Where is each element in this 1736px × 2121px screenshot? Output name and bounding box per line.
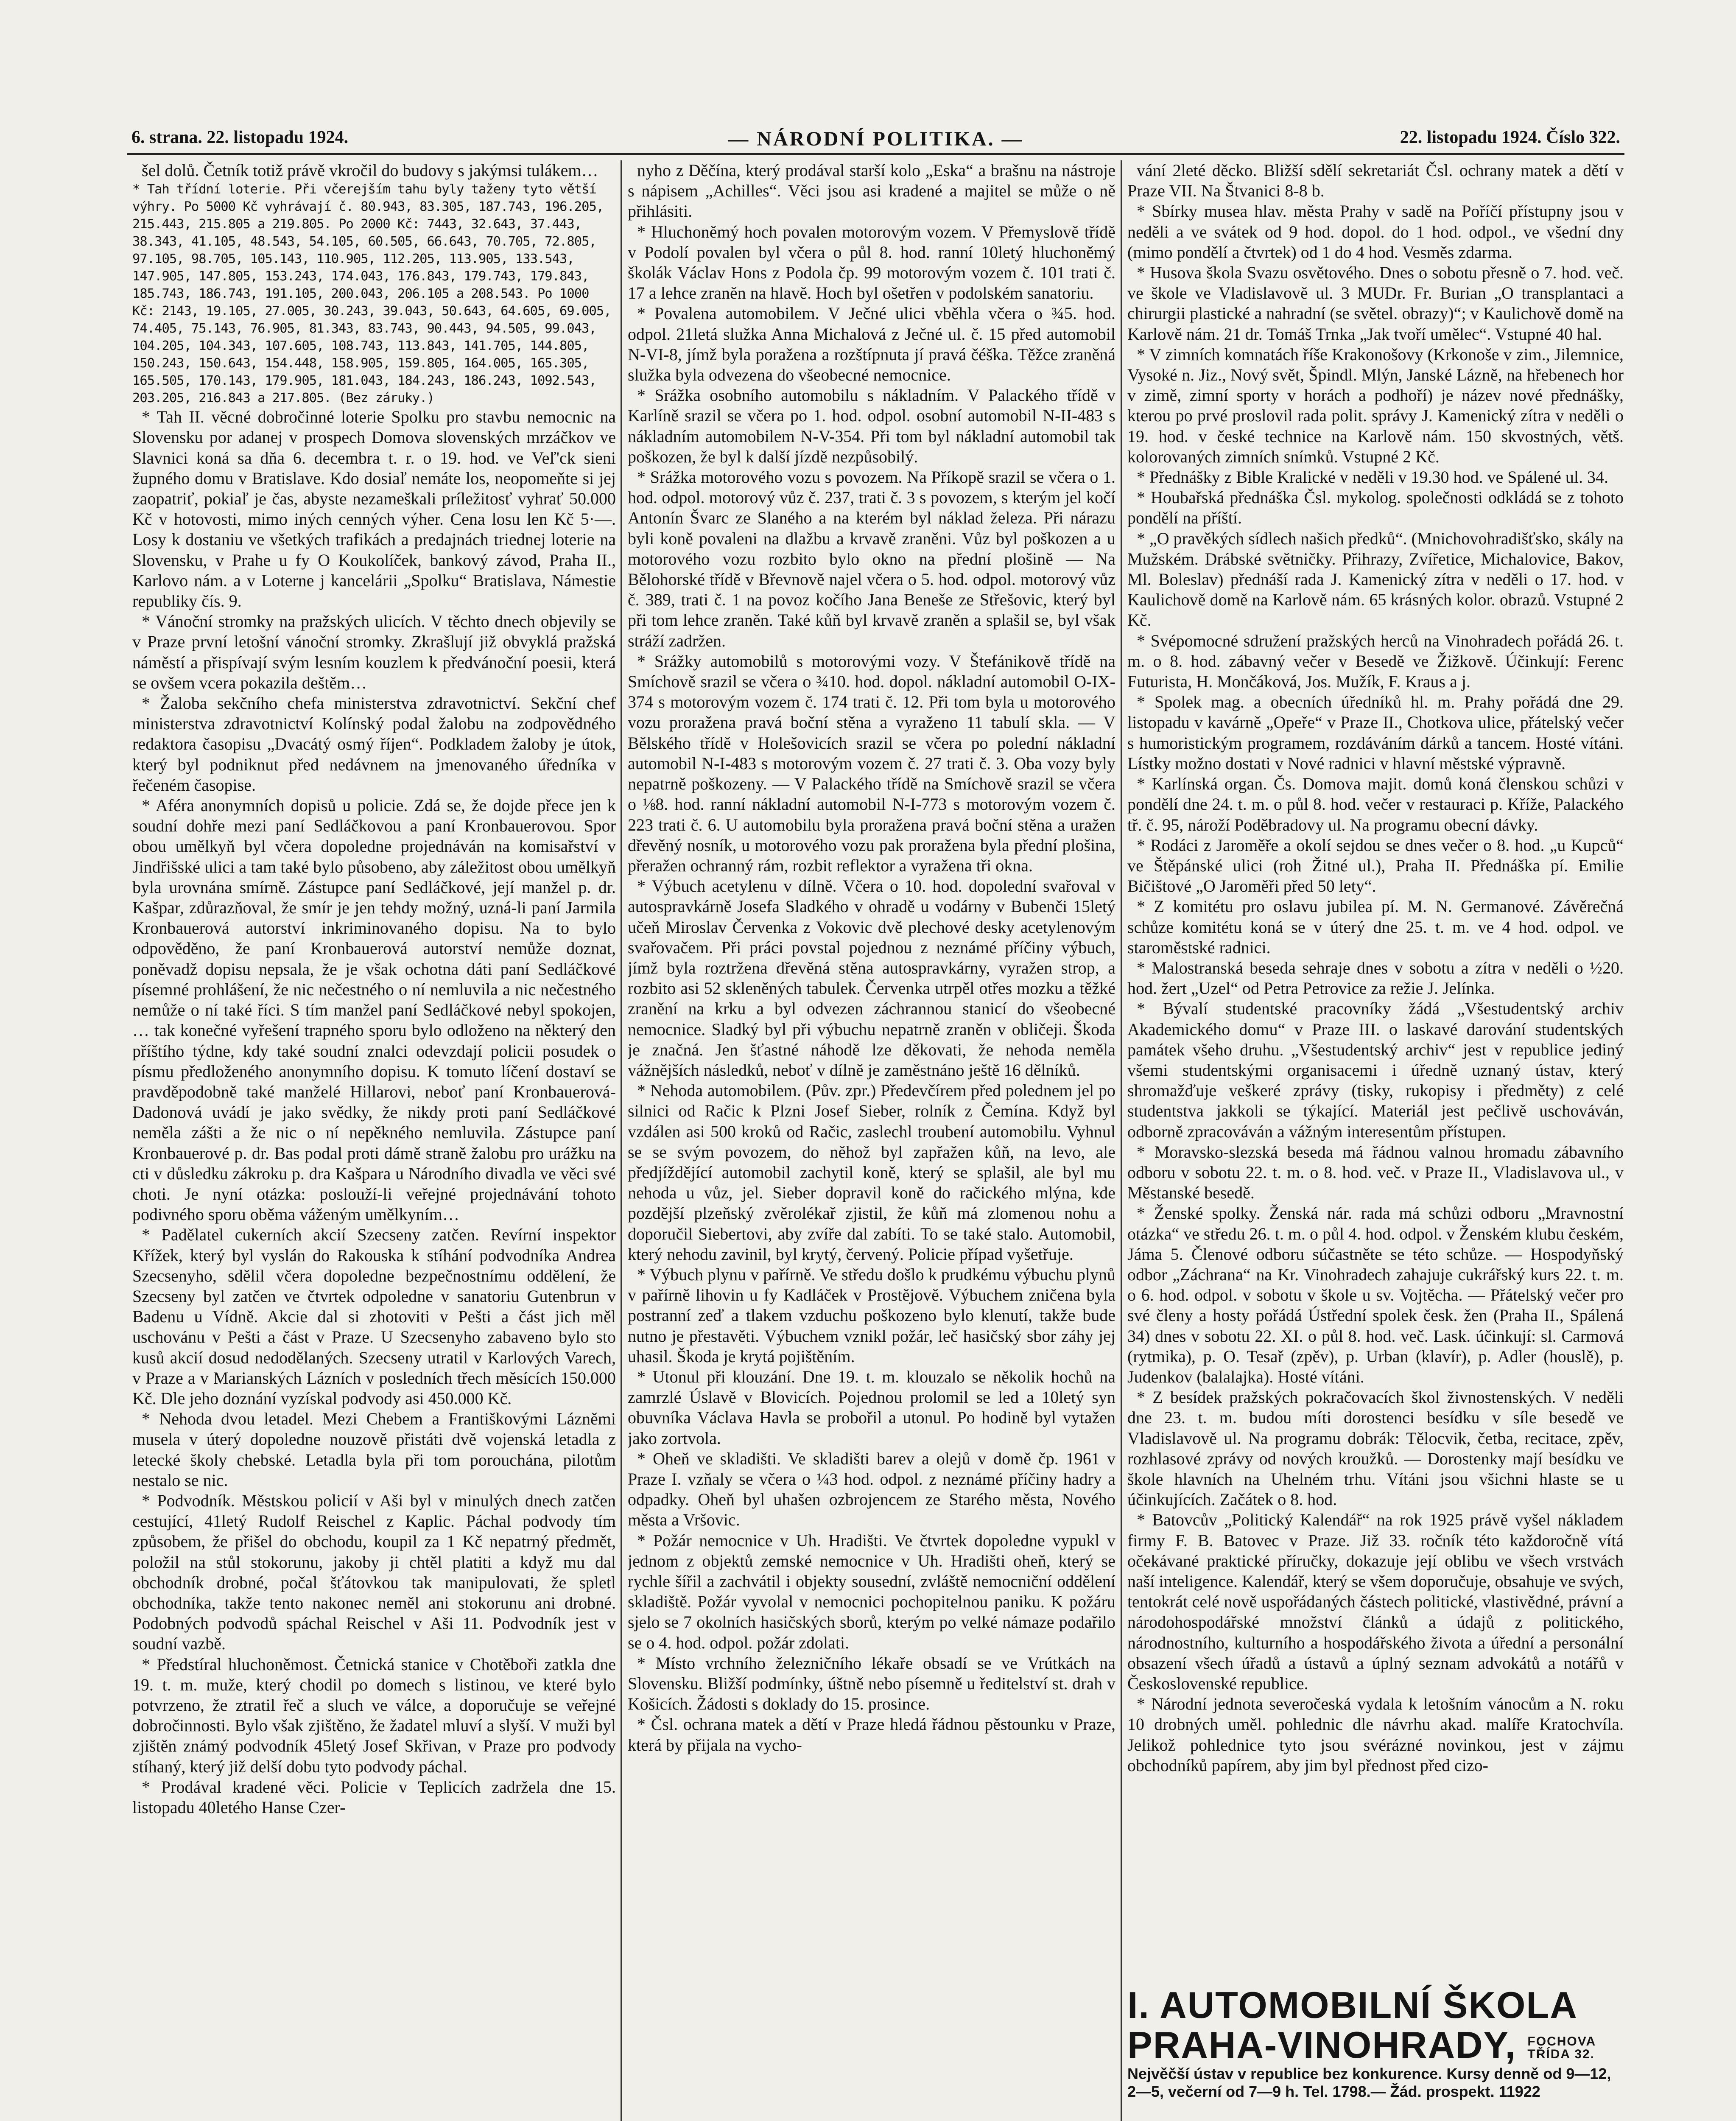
column-2 xyxy=(628,160,1115,2121)
article-paragraph: * Podvodník. Městskou policií v Aši byl v minulých dnech zatčen cestující, 41letý Rudolf Reischel z Kaplic. Páchal podvody tím způsobem, že přišel do obchodu, koupil za 1 Kč nepatrný předmět, položil na stůl stokorunu, jakoby ji chtěl platiti a když mu dal obchodník drobné, počal šťátovkou tak manipulovati, že spletl obchodníka, takže tento nakonec neměl ani stokorunu ani drobné. Podobných podvodů spáchal Reischel v Aši 11. Podvodník jest v soudní vazbě. xyxy=(132,1491,616,1654)
article-paragraph: * Husova škola Svazu osvětového. Dnes o sobotu přesně o 7. hod. več. ve škole ve Vladislavově ul. 3 MUDr. Fr. Burian „O transplantaci a chirurgii plastické a nahradní (se světel. obrazy)“; v Kaulichově domě na Karlově nám. 21 dr. Tomáš Trnka „Jak tvoří umělec“. Vstupné 40 hal. xyxy=(1127,263,1624,344)
article-paragraph: * Sbírky musea hlav. města Prahy v sadě na Poříčí přístupny jsou v neděli a ve svátek od 9 hod. dopol. do 1 hod. odpol., ve všední dny (mimo pondělí a čtvrtek) od 1 do 4 hod. Vesměs zdarma. xyxy=(1127,201,1624,262)
article-paragraph: * Bývalí studentské pracovníky žádá „Všestudentský archiv Akademického domu“ v Praze III. o laskavé darování studentských památek všeho druhu. „Všestudentský archiv“ jest v republice jediný všemi studentskými organisacemi i úředně uznaný ústav, který shromažďuje veškeré zprávy (tisky, rukopisy i předměty) z celé studentstva jakkoli se týkající. Materiál jest pečlivě uschováván, odborně zpracováván a vážným interesentům přístupen. xyxy=(1127,999,1624,1141)
ad-subtitle xyxy=(1127,2025,1624,2065)
column-1 xyxy=(132,160,616,2121)
article-paragraph: * Aféra anonymních dopisů u policie. Zdá se, že dojde přece jen k soudní dohře mezi paní Sedláčkovou a paní Kronbauerovou. Spor obou umělkyň byl včera dopoledne projednáván na komisařství v Jindřišské ulici a tam také bylo působeno, aby záležitost obou umělkyň byla urovnána smírně. Zástupce paní Sedláčkové, její manžel p. dr. Kašpar, zdůrazňoval, že smír je jen tehdy možný, uzná-li paní Jarmila Kronbauerová autorství inkriminovaného dopisu. Na to bylo odpověděno, že paní Kronbauerová autorství nemůže doznat, poněvadž dopisu nepsala, že je však ochotna dáti paní Sedláčkové písemné prohlášení, že nic nečestného o ní nemluvila a nic nečestného nemůže o ní také říci. S tím manžel paní Sedláčkové nebyl spokojen, … tak konečné vyřešení trapného sporu bylo odloženo na některý den příštího týdne, kdy také soudní znalci odevzdají policii posudek o písmu předloženého anonymního dopisu. K tomuto líčení dostaví se pravděpodobně také manželé Hillarovi, neboť paní Kronbauerová-Dadonová uvádí je jako svědky, že nikdy proti paní Sedláčkové neměla zášti a že nic o ní nepěkného nemluvila. Zástupce paní Kronbauerové p. dr. Bas podal proti dámě straně žalobu pro urážku na cti v důsledku zákroku p. dra Kašpara u Národního divadla ve věci své choti. Je nyní otázka: poslouží-li veřejné projednávání tohoto podivného sporu oběma váženým umělkyním… xyxy=(132,796,616,1224)
column-divider xyxy=(621,160,622,2121)
lottery-results: * Tah třídní loterie. Při včerejším tahu byly taženy tyto větší výhry. Po 5000 Kč vyhrávají č. 80.943, 83.305, 187.743, 196.205, 215.443, 215.805 a 219.805. Po 2000 Kč: 7443, 32.643, 37.443, 38.343, 41.105, 48.543, 54.105, 60.505, 66.643, 70.705, 72.805, 97.105, 98.705, 105.143, 110.905, 112.205, 113.905, 133.543, 147.905, 147.805, 153.243, 174.043, 176.843, 179.743, 179.843, 185.743, 186.743, 191.105, 200.043, 206.105 a 208.543. Po 1000 Kč: 2143, 19.105, 27.005, 30.243, 39.043, 50.643, 64.605, 69.005, 74.405, 75.143, 76.905, 81.343, 83.743, 90.443, 94.505, 99.043, 104.205, 104.343, 107.605, 108.743, 113.843, 141.705, 144.805, 150.243, 150.643, 154.448, 158.905, 159.805, 164.005, 165.305, 165.505, 170.143, 179.905, 181.043, 184.243, 186.243, 1092.543, 203.205, 216.843 a 217.805. (Bez záruky.) xyxy=(132,182,611,406)
article-paragraph: * Z komitétu pro oslavu jubilea pí. M. N. Germanové. Závěrečná schůze komitétu koná se v úterý dne 25. t. m. ve 4 hod. odpol. ve staroměstské radnici. xyxy=(1127,897,1624,957)
article-paragraph: * Žaloba sekčního chefa ministerstva zdravotnictví. Sekční chef ministerstva zdravotnictví Kolínský podal žalobu na zodpovědného redaktora časopisu „Dvacátý osmý říjen“. Podkladem žaloby je útok, který byl podniknut před nedávnem na jmenovaného úředníka v řečeném časopise. xyxy=(132,694,616,795)
article-paragraph: * Karlínská organ. Čs. Domova majit. domů koná členskou schůzi v pondělí dne 24. t. m. o půl 8. hod. večer v restauraci p. Kříže, Palackého tř. č. 95, nároží Poděbradovy ul. Na programu obecní dávky. xyxy=(1127,774,1624,834)
article-paragraph: * Povalena automobilem. V Ječné ulici vběhla včera o ¾5. hod. odpol. 21letá služka Anna Michalová z Ječné ul. č. 15 před automobil N-VI-8, jímž byla poražena a rozštípnuta jí pravá čéška. Těžce zraněná služka byla odvezena do všeobecné nemocnice. xyxy=(628,304,1115,385)
article-paragraph: * Hluchoněmý hoch povalen motorovým vozem. V Přemyslově třídě v Podolí povalen byl včera o půl 8. hod. ranní 10letý hluchoněmý školák Václav Hons z Podola čp. 99 motorovým vozem č. 101 trati č. 17 a lehce zraněn na hlavě. Hoch byl ošetřen v podolském sanatoriu. xyxy=(628,222,1115,303)
article-paragraph: * Houbařská přednáška Čsl. mykolog. společnosti odkládá se z tohoto pondělí na příští. xyxy=(1127,488,1624,528)
ad-title: I. AUTOMOBILNÍ ŠKOLA xyxy=(1127,1984,1578,2026)
article-paragraph: * Malostranská beseda sehraje dnes v sobotu a zítra v neděli o ½20. hod. žert „Uzel“ od Petra Petrovice za režie J. Jelínka. xyxy=(1127,958,1624,998)
article-paragraph: * Prodával kradené věci. Policie v Teplicích zadržela dne 15. listopadu 40letého Hanse Czer- xyxy=(132,1777,616,1817)
article-paragraph: * Vánoční stromky na pražských ulicích. V těchto dnech objevily se v Praze první letošní vánoční stromky. Zkrašlují již obvyklá pražská náměstí a přispívají svým lesním kouzlem k předvánoční poesii, která se ovšem vcera pokazila deštěm… xyxy=(132,612,616,692)
article-paragraph: * Výbuch acetylenu v dílně. Včera o 10. hod. dopolední svařoval v autospravkárně Josefa Sladkého v ohradě u vodárny v Bubenči 15letý učeň Miroslav Červenka z Vokovic dvě plechové desky acetylenovým svařovačem. Při práci povstal pojednou z neznámé příčiny výbuch, jímž byla roztržena dřevěná stěna autospravkárny, vyražen strop, a rozbito asi 52 skleněných tabulek. Červenka utrpěl otřes mozku a těžké zranění na krku a byl odvezen záchrannou stanicí do všeobecné nemocnice. Sladký byl při výbuchu nepatrně zraněn v obličeji. Škoda je značná. Jen šťastné náhodě lze děkovati, že nehoda neměla vážnějších následků, neboť v dílně je zaměstnáno ještě 16 dělníků. xyxy=(628,876,1115,1080)
ad-city: PRAHA-VINOHRADY, xyxy=(1127,2024,1516,2066)
article-paragraph: * Přednášky z Bible Kralické v neděli v 19.30 hod. ve Spálené ul. 34. xyxy=(1137,467,1608,487)
article-paragraph: * Svépomocné sdružení pražských herců na Vinohradech pořádá 26. t. m. o 8. hod. zábavný večer v Besedě ve Žižkově. Účinkují: Ferenc Futurista, H. Mončáková, Jos. Mužík, F. Kraus a j. xyxy=(1127,631,1624,691)
column-3 xyxy=(1127,160,1624,1972)
column-divider xyxy=(1121,160,1122,2121)
article-paragraph: * Čsl. ochrana matek a dětí v Praze hledá řádnou pěstounku v Praze, která by přijala na vycho- xyxy=(628,1715,1115,1754)
article-paragraph: * Předstíral hluchoněmost. Četnická stanice v Chotěboři zatkla dne 19. t. m. muže, který chodil po domech s listinou, ve které bylo potvrzeno, že ztratil řeč a sluch ve válce, a doporučuje se veřejné dobročinnosti. Bylo však zjištěno, že žadatel mluví a slyší. V muži byl zjištěn známý podvodník 45letý Josef Skřivan, v Praze pro podvody stíhaný, který již delší dobu tyto podvody páchal. xyxy=(132,1654,616,1776)
page-header xyxy=(127,127,1624,153)
article-paragraph: * Ženské spolky. Ženská nár. rada má schůzi odboru „Mravnostní otázka“ ve středu 26. t. m. o půl 4. hod. odpol. v Ženském klubu českém, Jáma 5. Členové odboru súčastněte se této schůze. — Hospodyňský odbor „Záchrana“ na Kr. Vinohradech zahajuje cukrářský kurs 22. t. m. o 6. hod. odpol. v sobotu v škole u sv. Vojtěcha. — Přátelský večer pro své členy a hosty pořádá Ústřední spolek česk. žen (Praha II., Spálená 34) dnes v sobotu 22. XI. o půl 8. hod. več. Lask. účinkují: sl. Carmová (rytmika), p. O. Tesař (zpěv), p. Urban (klavír), p. Adler (houslě), p. Judenkov (balalajka). Hosté vítáni. xyxy=(1127,1203,1624,1386)
header-right: 22. listopadu 1924. Číslo 322. xyxy=(1400,128,1620,147)
article-paragraph: * „O pravěkých sídlech našich předků“. (Mnichovohradišťsko, skály na Mužském. Drábské světničky. Přihrazy, Zvířetice, Michalovice, Bakov, Ml. Boleslav) přednáší rada J. Kamenický zítra v neděli o 17. hod. v Kaulichově domě na Karlově nám. 65 krásných kolor. obrazů. Vstupné 2 Kč. xyxy=(1127,529,1624,630)
article-paragraph: * Výbuch plynu v pařírně. Ve středu došlo k prudkému výbuchu plynů v pařírně lihovin u fy Kadláček v Prostějově. Výbuchem zničena byla postranní zeď a tlakem vzduchu poškozeno bylo klenutí, takže bude nutno je přestavěti. Výbuchem vznikl požár, leč hasičský sbor záhy jej uhasil. Škoda je krytá pojištěním. xyxy=(628,1265,1115,1366)
article-paragraph: * Národní jednota severočeská vydala k letošním vánocům a N. roku 10 drobných uměl. pohlednic dle návrhu akad. malíře Kratochvíla. Jelikož pohlednice tyto jsou svérázné novinkou, jest v zájmu obchodníků papírem, aby jim byl přednost před cizo- xyxy=(1127,1694,1624,1775)
article-paragraph: * Srážka osobního automobilu s nákladním. V Palackého třídě v Karlíně srazil se včera po 1. hod. odpol. osobní automobil N-II-483 s nákladním automobilem N-V-354. Při tom byl nákladní automobil tak poškozen, že byl k další jízdě nezpůsobilý. xyxy=(628,386,1115,466)
article-paragraph: * Oheň ve skladišti. Ve skladišti barev a olejů v domě čp. 1961 v Praze I. vzňaly se včera o ¼3 hod. odpol. z neznámé příčiny hadry a odpadky. Oheň byl uhašen ozbrojencem ze Starého města, Nového města a Vršovic. xyxy=(628,1449,1115,1530)
article-paragraph: * V zimních komnatách říše Krakonošovy (Krkonoše v zim., Jilemnice, Vysoké n. Jiz., Nový svět, Špindl. Mlýn, Janské Lázně, na hřebenech hor v zimě, zimní sporty v horách a podhoří) je název nové přednášky, kterou po prvé proslovil rada polit. správy J. Kamenický zítra v neděli o 19. hod. v české technice na Karlově nám. 150 skvostných, větš. kolorovaných zimních snímků. Vstupné 2 Kč. xyxy=(1127,344,1624,466)
ad-text: Nejvěčší ústav v republice bez konkurence. Kursy denně od 9—12, 2—5, večerní od 7—9 h. Tel. 1798.— Žád. prospekt. 11922 xyxy=(1127,2065,1611,2100)
article-paragraph: * Batovcův „Politický Kalendář“ na rok 1925 právě vyšel nákladem firmy F. B. Batovec v Praze. Již 33. ročník této každoročně vítá očekávané praktické příručky, dokazuje její oblibu ve všech vrstvách naší inteligence. Kalendář, který se všem doporučuje, obsahuje ve svých, tentokrát celé nově uspořádaných částech politické, vlastivědné, právní a národohospodářské množství článků a údajů z politického, národnostního, kulturního a hospodářského života a úřední a personální obsazení všech úřadů a ústavů a úplný seznam advokátů a notářů v Československé republice. xyxy=(1127,1510,1624,1693)
article-paragraph: * Srážka motorového vozu s povozem. Na Příkopě srazil se včera o 1. hod. odpol. motorový vůz č. 237, trati č. 3 s povozem, s kterým jel kočí Antonín Švarc ze Slaného a na kterém byl náklad železa. Při nárazu byli koně povaleni na dlažbu a krvavě zraněni. Vůz byl poškozen a u motorového vozu rozbito bylo okno na přední plošině — Na Bělohorské třídě v Břevnově najel včera o 5. hod. odpol. motorový vůz č. 389, trati č. 1 na povoz kočího Jana Beneše ze Střešovic, který byl při tom lehce zraněn. Také kůň byl krvavě zraněn a splašil se, byl však stráží zadržen. xyxy=(628,467,1115,650)
article-paragraph: * Srážky automobilů s motorovými vozy. V Štefánikově třídě na Smíchově srazil se včera o ¾10. hod. dopol. nákladní automobil O-IX-374 s motorovým vozem č. 174 trati č. 12. Při tom byla u motorového vozu proražena pravá boční stěna a vyraženo 11 tabulí skla. — V Bělského třídě v Holešovicích srazil se včera po polední nákladní automobil N-I-483 s motorovým vozem č. 27 trati č. 3. Oba vozy byly nepatrně poškozeny. — V Palackého třídě na Smíchově srazil se včera o ⅛8. hod. ranní nákladní automobil N-I-773 s motorovým vozem č. 223 trati č. 6. U automobilu byla proražena pravá boční stěna a uražen dřevěný nosník, u motorového vozu pak proražena byla přední plošina, přeražen ochranný rám, rozbit reflektor a vyražena tři okna. xyxy=(628,651,1115,875)
article-paragraph: nyho z Děčína, který prodával starší kolo „Eska“ a brašnu na nástroje s nápisem „Achilles“. Věci jsou asi kradené a majitel se může o ně přihlásiti. xyxy=(628,161,1115,221)
article-paragraph: * Požár nemocnice v Uh. Hradišti. Ve čtvrtek dopoledne vypukl v jednom z objektů zemské nemocnice v Uh. Hradišti oheň, který se rychle šířil a zachvátil i objekty sousední, zvláště nemocniční oddělení skladiště. Požár vyvolal v nemocnici pochopitelnou paniku. K požáru sjelo se 7 okolních hasičských sborů, kterým po velké námaze podařilo se o 4. hod. odpol. požár zdolati. xyxy=(628,1531,1115,1652)
article-paragraph: * Nehoda dvou letadel. Mezi Chebem a Františkovými Lázněmi musela v úterý dopoledne nouzově přistáti dvě vojenská letadla z letecké školy chebské. Letadla byla při tom porouchána, pilotům nestalo se nic. xyxy=(132,1409,616,1490)
header-left: 6. strana. 22. listopadu 1924. xyxy=(131,128,349,147)
article-paragraph: * Spolek mag. a obecních úředníků hl. m. Prahy pořádá dne 29. listopadu v kavárně „Opeře“ v Praze II., Chotkova ulice, přátelský večer s humoristickým programem, rozdáváním dárků a tancem. Hosté vítáni. Lístky možno dostati v Nové radnici v hlavní městské výpravně. xyxy=(1127,692,1624,773)
article-paragraph: * Moravsko-slezská beseda má řádnou valnou hromadu zábavního odboru v sobotu 22. t. m. o 8. hod. več. v Praze II., Vladislavova ul., v Městanské besedě. xyxy=(1127,1142,1624,1203)
advertisement-driving-school xyxy=(1127,1984,1624,2100)
masthead-title: — NÁRODNÍ POLITIKA. — xyxy=(728,128,1024,150)
article-paragraph: * Padělatel cukerních akcií Szecseny zatčen. Revírní inspektor Křížek, který byl vyslán do Rakouska k stíhání podvodníka Andrea Szecsenyho, sdělil včera dopoledne bezpečnostnímu oddělení, že Szecseny byl zatčen ve čtvrtek odpoledne v sanatoriu Gutenbrun v Badenu u Vídně. Akcie dal si zhotoviti v Pešti a část jich měl uschovánu v Pešti a část v Praze. U Szecsenyho zabaveno bylo sto kusů akcií dosud nedodělaných. Szecseny utratil v Karlových Varech, v Praze a v Marianských Lázních v posledních třech měsících 150.000 Kč. Dle jeho doznání vyzískal podvody asi 450.000 Kč. xyxy=(132,1225,616,1408)
article-paragraph: vání 2leté děcko. Bližší sdělí sekretariát Čsl. ochrany matek a dětí v Praze VII. Na Štvanici 8-8 b. xyxy=(1127,161,1624,201)
article-paragraph: šel dolů. Četník totiž právě vkročil do budovy s jakýmsi tulákem… xyxy=(142,161,598,180)
article-paragraph: * Rodáci z Jaroměře a okolí sejdou se dnes večer o 8. hod. „u Kupců“ ve Štěpánské ulici (roh Žitné ul.), Praha II. Přednáška pí. Emilie Bičištové „O Jaroměři před 50 lety“. xyxy=(1127,835,1624,896)
ad-street: FOCHOVA TŘÍDA 32. xyxy=(1527,2034,1596,2061)
article-paragraph: * Místo vrchního železničního lékaře obsadí se ve Vrútkách na Slovensku. Bližší podmínky, úštně nebo písemně u ředitelství st. drah v Košicích. Žádosti s doklady do 15. prosince. xyxy=(628,1653,1115,1714)
article-paragraph: * Z besídek pražských pokračovacích škol živnostenských. V neděli dne 23. t. m. budou míti dorostenci besídku v síle besedě ve Vladislavově ul. Na programu dobrák: Tělocvik, četba, recitace, zpěv, rozhlasové zprávy od nových kroužků. — Dorostenky mají besídku ve škole hlavních na Uhelném trhu. Vítáni jsou všichni hlaste se u účinkujících. Začátek o 8. hod. xyxy=(1127,1388,1624,1509)
article-paragraph: * Nehoda automobilem. (Pův. zpr.) Předevčírem před polednem jel po silnici od Račic k Plzni Josef Sieber, rolník z Čemína. Když byl vzdálen asi 500 kroků od Račic, zaslechl troubení automobilu. Vyhnul se se svým povozem, do něhož byl zapřažen kůň, na levo, ale předjíždějící automobil zachytil koně, který se splašil, ale byl mu nehoda u vůz, jel. Sieber dopravil koně do račického mlýna, kde pozdější plzeňský zvěrolékař zjistil, že kůň má zlomenou nohu a doporučil Siebertovi, aby zvíře dal zabíti. To se také stalo. Automobil, který nehodu zavinil, byl krytý, červený. Policie případ vyšetřuje. xyxy=(628,1081,1115,1264)
article-paragraph: * Utonul při klouzání. Dne 19. t. m. klouzalo se několik hochů na zamrzlé Úslavě v Blovicích. Pojednou prolomil se led a 10letý syn obuvníka Václava Havla se probořil a utonul. Po hodině byl vytažen jako zortvola. xyxy=(628,1367,1115,1448)
header-rule xyxy=(127,153,1624,155)
article-paragraph: * Tah II. věcné dobročinné loterie Spolku pro stavbu nemocnic na Slovensku por adanej v prospech Domova slovenských mrzáčkov ve Slavnici koná sa dňa 6. decembra t. r. o 19. hod. ve Veľ'ck sieni župného domu v Bratislave. Kdo dosiaľ nemáte los, neopomeňte si jej zaopatriť, pokiaľ je čas, abyste nezameškali príležitosť vyhrať 50.000 Kč v hotovosti, mimo iných cenných výher. Cena losu len Kč 5·—. Losy k dostaniu ve všetkých trafikách a predajnách triednej loterie na Slovensku, v Prahe u fy O Koukolíček, bankový závod, Praha II., Karlovo nám. a v Loterne j kancelárii „Spolku“ Bratislava, Námestie republiky čís. 9. xyxy=(132,407,616,611)
